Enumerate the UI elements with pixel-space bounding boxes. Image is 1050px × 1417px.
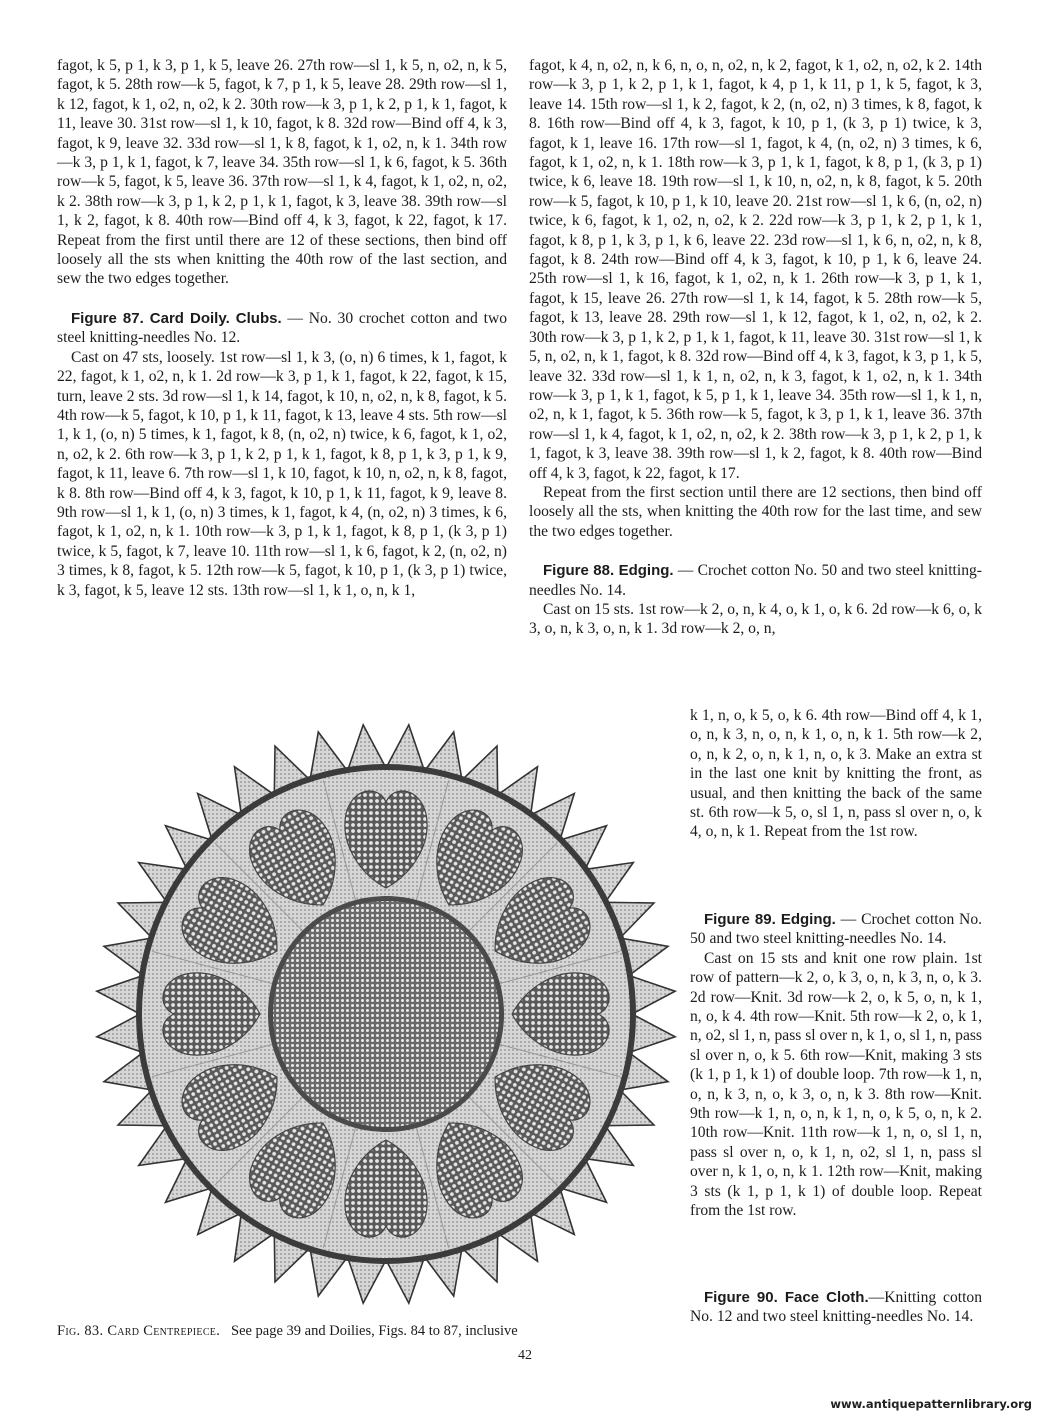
figure-87-title: Figure 87. Card Doily. Clubs. xyxy=(71,309,282,327)
figure-caption xyxy=(57,1322,687,1340)
page-number: 42 xyxy=(518,1348,532,1363)
side-column-89 xyxy=(690,910,982,1221)
figure-88-instructions-b: k 1, n, o, k 5, o, k 6. 4th row—Bind off 4, k 1, o, n, k 3, n, o, n, k 1, o, n, k 1. 5th row—k 2, o, n, k 2, o, n, k 1, n, o, k 3. Make an extra st in the last one knit by knitting the front, as usual, and then knitting the back of the same st. 6th row—k 5, o, sl 1, n, pass sl over n, o, k 4, o, n, k 1. Repeat from the 1st row. xyxy=(690,707,982,841)
figure-89-instructions: Cast on 15 sts and knit one row plain. 1st row of pattern—k 2, o, k 3, o, n, k 3, n, o, k 3. 2d row—Knit. 3d row—k 2, o, k 5, o, n, k 1, n, o, k 4. 4th row—Knit. 5th row—k 2, o, k 1, n, o2, sl 1, n, pass sl over n, k 1, o, sl 1, n, pass sl over n, o, k 5. 6th row—Knit, making 3 sts (k 1, p 1, k 1) of double loop. 7th row—k 1, n, o, n, k 3, n, o, k 3, o, n, k 3. 8th row—Knit. 9th row—k 1, n, o, n, k 1, n, o, k 5, o, n, k 2. 10th row—Knit. 11th row—k 1, n, o, sl 1, n, pass sl over n, o, k 1, n, o2, sl 1, n, pass sl over n, k 1, o, n, k 1. 12th row—Knit, making 3 sts (k 1, p 1, k 1) of double loop. Repeat from the 1st row. xyxy=(690,949,982,1220)
right-column xyxy=(529,56,982,639)
figure-90-intro: —Knitting cotton No. 12 and two steel knitting-needles No. 14. xyxy=(690,1289,982,1326)
side-column-90 xyxy=(690,1288,982,1327)
left-column xyxy=(57,56,507,600)
site-url: www.antiquepatternlibrary.org xyxy=(830,1397,1032,1411)
right-para-repeat: Repeat from the first section until there are 12 sections, then bind off loosely all the sts, when knitting the 40th row for the last time, and sew the two edges together. xyxy=(529,483,982,540)
left-para-continuation: fagot, k 5, p 1, k 3, p 1, k 5, leave 26. 27th row—sl 1, k 5, n, o2, n, k 5, fagot, k 5. 28th row—k 5, fagot, k 7, p 1, k 5, leave 28. 29th row—sl 1, k 12, fagot, k 1, o2, n, o2, k 2. 30th row—k 3, p 1, k 2, p 1, k 1, fagot, k 11, leave 30. 31st row—sl 1, k 10, fagot, k 8. 32d row—Bind off 4, k 3, fagot, k 9, leave 32. 33d row—sl 1, k 8, fagot, k 1, o2, n, k 1. 34th row—k 3, p 1, k 1, fagot, k 7, leave 34. 35th row—sl 1, k 6, fagot, k 5. 36th row—k 5, fagot, k 5, leave 36. 37th row—sl 1, k 4, fagot, k 1, o2, n, o2, k 2. 38th row—k 3, p 1, k 2, p 1, k 1, fagot, k 3, leave 38. 39th row—sl 1, k 2, fagot, k 8. 40th row—Bind off 4, k 3, fagot, k 22, fagot, k 17. Repeat from the first until there are 12 of these sections, then bind off loosely all the sts when knitting the 40th row of the last section, and sew the two edges together. xyxy=(57,57,507,288)
figure-caption-text: See page 39 and Doilies, Figs. 84 to 87, inclusive xyxy=(231,1323,518,1339)
doily-centrepiece-image xyxy=(95,708,677,1320)
side-column-88 xyxy=(690,706,982,842)
figure-89-intro: — Crochet cotton No. 50 and two steel knitting-needles No. 14. xyxy=(690,911,983,948)
doily-center xyxy=(273,901,499,1127)
right-para-continuation: fagot, k 4, n, o2, n, k 6, n, o, n, o2, n, k 2, fagot, k 1, o2, n, o2, k 2. 14th row—k 3, p 1, k 2, p 1, k 1, fagot, k 4, p 1, k 11, p 1, k 5, fagot, k 3, leave 14. 15th row—sl 1, k 2, fagot, k 2, (n, o2, n) 3 times, k 8, fagot, k 8. 16th row—Bind off 4, k 3, fagot, k 10, p 1, (k 3, p 1) twice, k 3, fagot, k 1, leave 16. 17th row—sl 1, fagot, k 4, (n, o2, n) 3 times, k 6, fagot, k 1, o2, n, k 1. 18th row—k 3, p 1, k 1, fagot, k 8, p 1, (k 3, p 1) twice, k 6, leave 18. 19th row—sl 1, k 10, n, o2, n, k 8, fagot, k 5. 20th row—k 5, fagot, k 10, p 1, k 10, leave 20. 21st row—sl 1, k 6, (n, o2, n) twice, k 6, fagot, k 1, o2, n, o2, k 2. 22d row—k 3, p 1, k 2, p 1, k 1, fagot, k 8, p 1, k 3, p 1, k 6, leave 22. 23d row—sl 1, k 6, n, o2, n, k 8, fagot, k 8. 24th row—Bind off 4, k 3, fagot, k 10, p 1, k 6, leave 24. 25th row—sl 1, k 16, fagot, k 1, o2, n, k 1. 26th row—k 3, p 1, k 1, fagot, k 15, leave 26. 27th row—sl 1, k 14, fagot, k 5. 28th row—k 5, fagot, k 13, leave 28. 29th row—sl 1, k 12, fagot, k 1, o2, n, o2, k 2. 30th row—k 3, p 1, k 2, p 1, k 1, fagot, k 11, leave 30. 31st row—sl 1, k 5, n, o2, n, k 1, fagot, k 8. 32d row—Bind off 4, k 3, fagot, k 3, p 1, k 5, leave 32. 33d row—sl 1, k 1, n, o2, n, k 3, fagot, k 1, o2, n, k 1. 34th row—k 3, p 1, k 1, fagot, k 5, p 1, k 1, leave 34. 35th row—sl 1, k 1, n, o2, n, k 1, fagot, k 5. 36th row—k 5, fagot, k 3, p 1, k 1, leave 36. 37th row—sl 1, k 4, fagot, k 1, o2, n, o2, k 2. 38th row—k 3, p 1, k 2, p 1, k 1, fagot, k 3, leave 38. 39th row—sl 1, k 2, fagot, k 8. 40th row—Bind off 4, k 3, fagot, k 22, fagot, k 17. xyxy=(529,57,982,482)
figure-89-section xyxy=(690,910,982,949)
figure-88-section xyxy=(529,561,982,600)
figure-87-section xyxy=(57,309,507,348)
figure-88-title: Figure 88. Edging. xyxy=(543,562,674,580)
figure-87-instructions: Cast on 47 sts, loosely. 1st row—sl 1, k 3, (o, n) 6 times, k 1, fagot, k 22, fagot, k 1, o2, n, k 1. 2d row—k 3, p 1, k 1, fagot, k 22, fagot, k 15, turn, leave 2 sts. 3d row—sl 1, k 14, fagot, k 10, n, o2, n, k 8, fagot, k 5. 4th row—k 5, fagot, k 10, p 1, k 11, fagot, k 13, leave 4 sts. 5th row—sl 1, k 1, (o, n) 5 times, k 1, fagot, k 8, (n, o2, n) twice, k 6, fagot, k 1, o2, n, o2, k 2. 6th row—k 3, p 1, k 2, p 1, k 1, fagot, k 8, p 1, k 3, p 1, k 9, fagot, k 11, leave 6. 7th row—sl 1, k 10, fagot, k 10, n, o2, n, k 8, fagot, k 8. 8th row—Bind off 4, k 3, fagot, k 10, p 1, k 11, fagot, k 9, leave 8. 9th row—sl 1, k 1, (o, n) 3 times, k 1, fagot, k 4, (n, o2, n) 3 times, k 6, fagot, k 1, o2, n, k 1. 10th row—k 3, p 1, k 1, fagot, k 8, p 1, (k 3, p 1) twice, k 5, fagot, k 7, leave 10. 11th row—sl 1, k 6, fagot, k 2, (n, o2, n) 3 times, k 8, fagot, k 5. 12th row—k 5, fagot, k 10, p 1, (k 3, p 1) twice, k 3, fagot, k 5, leave 12 sts. 13th row—sl 1, k 1, o, n, k 1, xyxy=(57,348,508,599)
figure-87-intro: — No. 30 crochet cotton and two steel knitting-needles No. 12. xyxy=(57,309,507,347)
figure-89-title: Figure 89. Edging. xyxy=(704,911,836,928)
figure-90-title: Figure 90. Face Cloth. xyxy=(704,1289,869,1306)
figure-90-section xyxy=(690,1288,982,1327)
figure-88-intro: — Crochet cotton No. 50 and two steel knitting-needles No. 14. xyxy=(529,562,983,599)
figure-caption-label: Fig. 83. Card Centrepiece. xyxy=(57,1323,221,1339)
figure-88-instructions-a: Cast on 15 sts. 1st row—k 2, o, n, k 4, o, k 1, o, k 6. 2d row—k 6, o, k 3, o, n, k 3, o, n, k 1. 3d row—k 2, o, n, xyxy=(529,600,982,638)
doily-illustration xyxy=(95,708,677,1320)
